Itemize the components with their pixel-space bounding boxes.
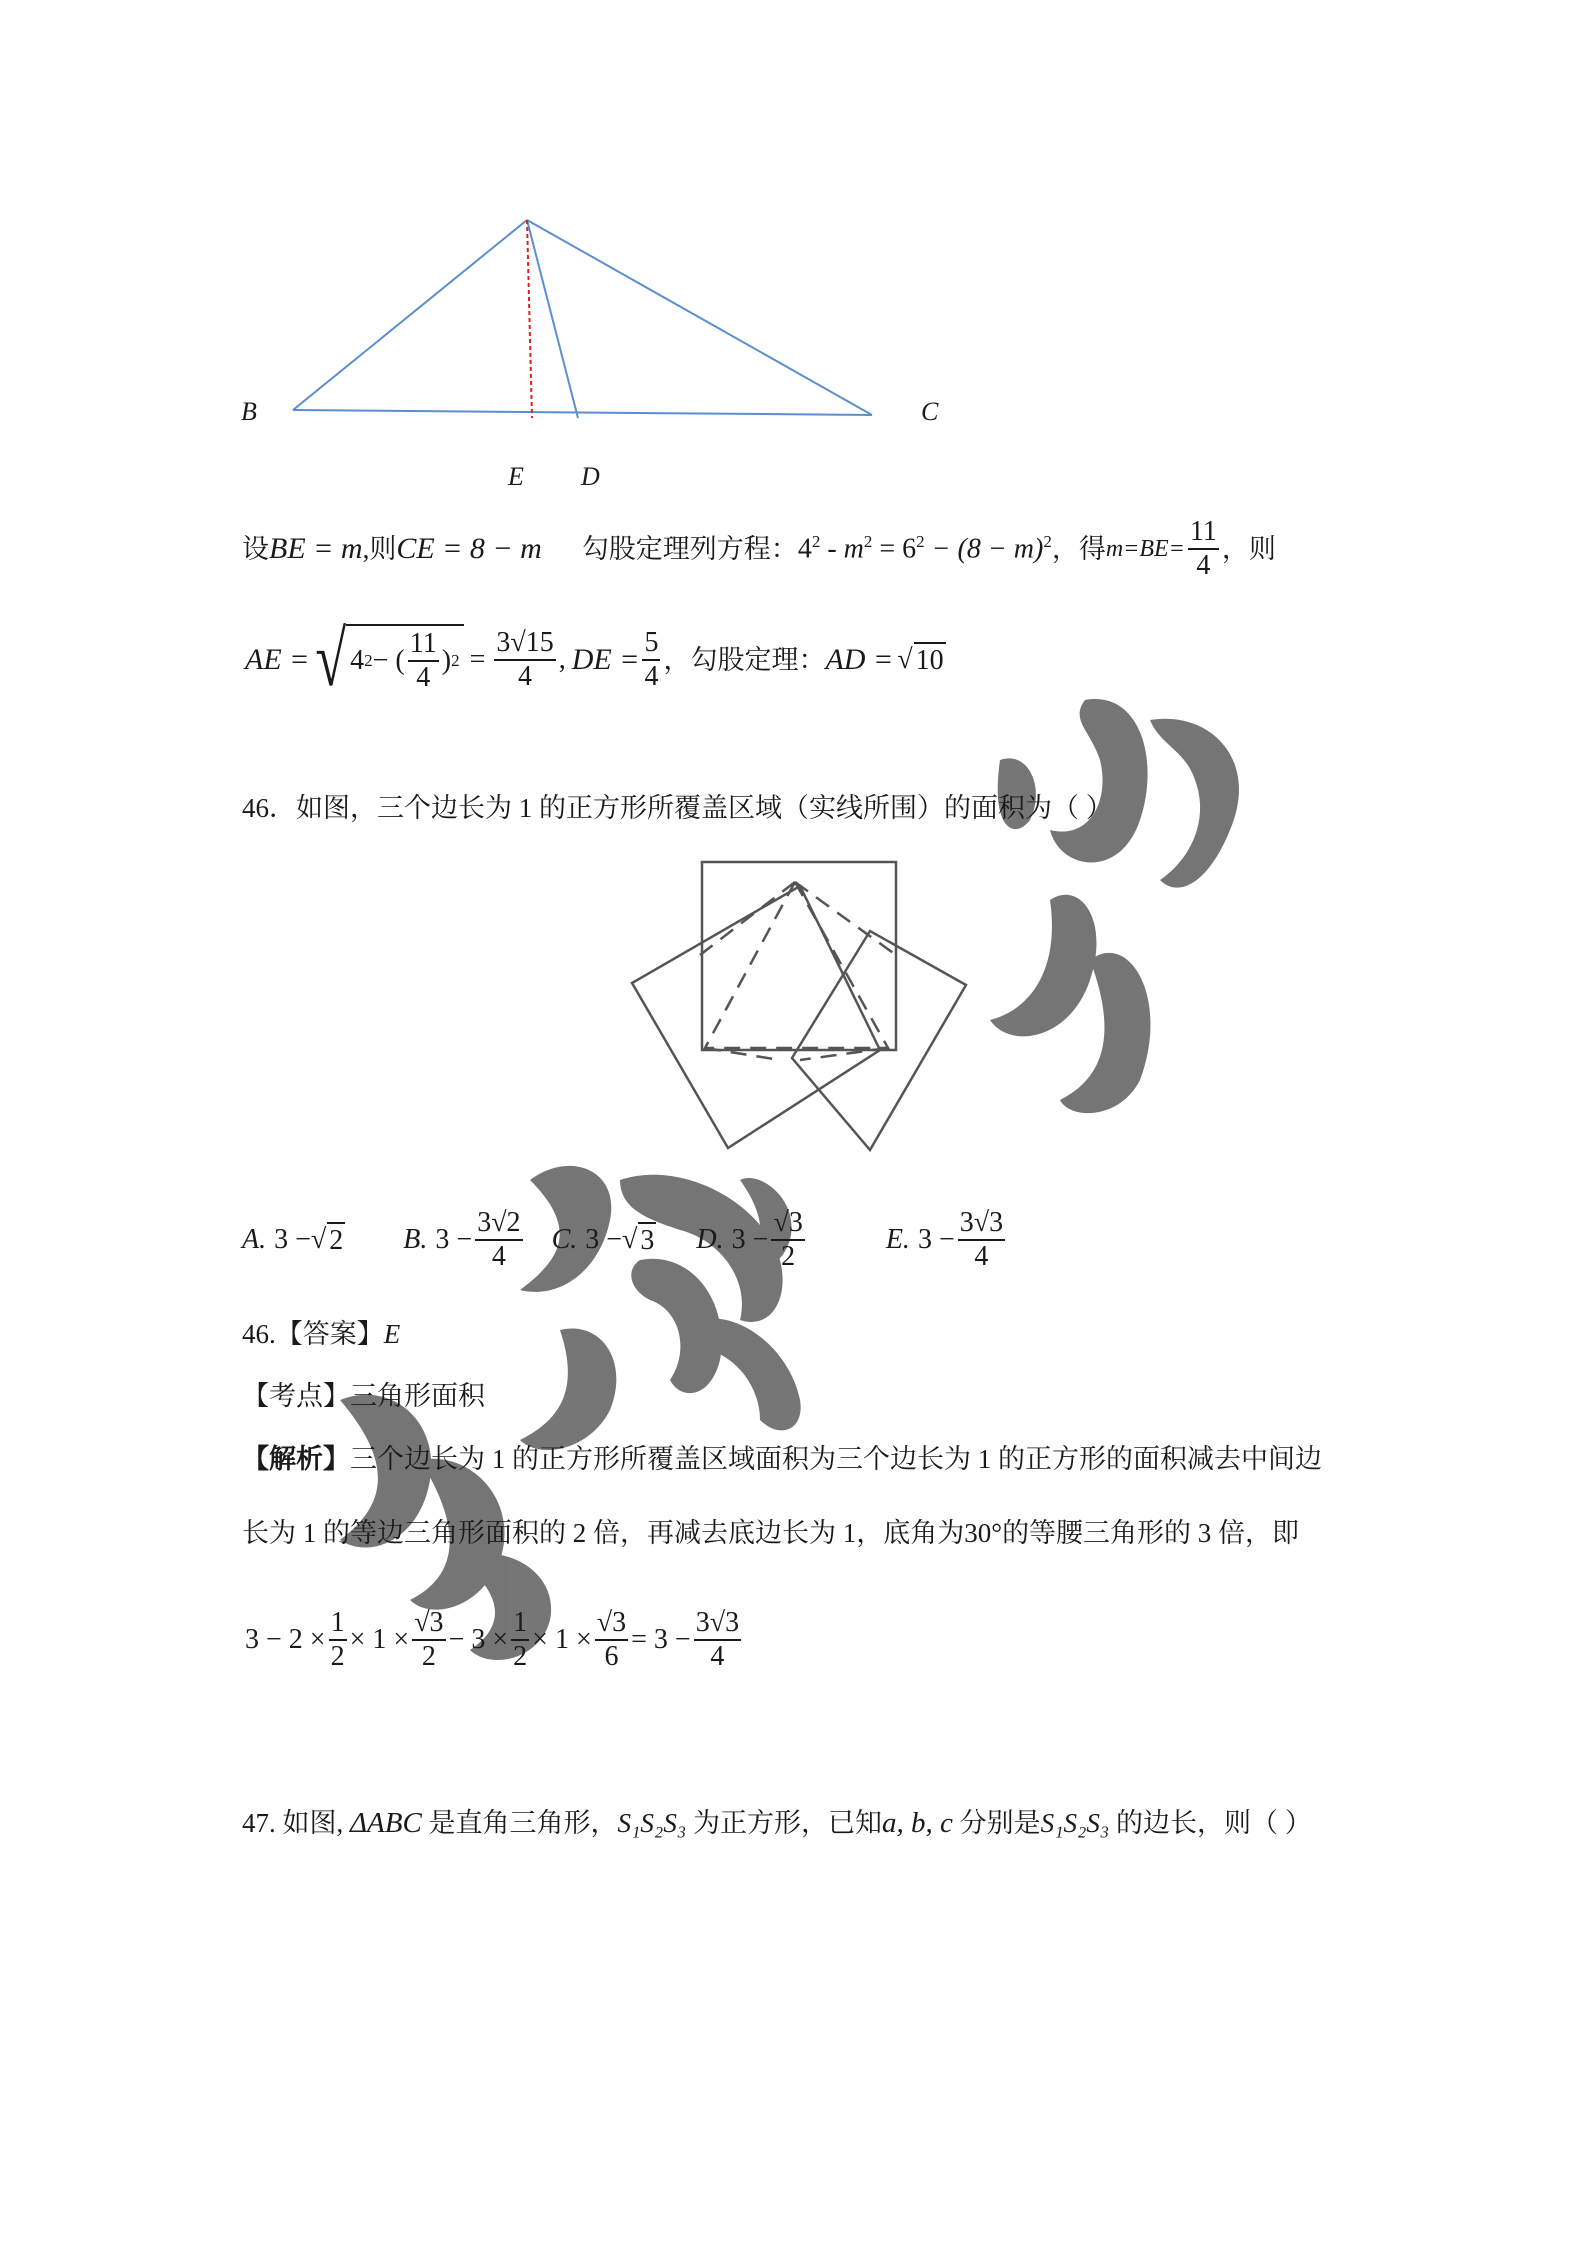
q47-t4: 的边长，则（ ） bbox=[1109, 1808, 1312, 1838]
f2-num: √3 bbox=[412, 1607, 445, 1641]
f-frac1 bbox=[329, 1607, 347, 1673]
f-p1: 3 − 2 × bbox=[245, 1624, 326, 1656]
solution-line1 bbox=[242, 514, 1276, 584]
m-be: m=BE= bbox=[1105, 535, 1185, 562]
f3-num: 1 bbox=[511, 1607, 529, 1641]
opt-b-label: B. bbox=[403, 1224, 428, 1256]
answer-prefix: 46.【答案】 bbox=[242, 1319, 384, 1349]
f-frac3 bbox=[511, 1607, 529, 1673]
f1-den: 2 bbox=[330, 1641, 345, 1672]
label-c: C bbox=[921, 397, 939, 426]
label-b: B bbox=[241, 397, 257, 426]
q47-t3: 分别是 bbox=[952, 1808, 1041, 1838]
opt-c-rad: 3 bbox=[638, 1222, 656, 1258]
jiexi-line2 bbox=[242, 1517, 1299, 1549]
f-p3: − 3 × bbox=[448, 1624, 509, 1656]
q46-options: A. 3 − √ 2 B. 3 − $\frac{3√2}{4}$ C. 3 − √ 3 D. 3 − $\frac{√3}{2}$ E. 3 − $\frac{3√3}{4}$ bbox=[242, 1206, 1004, 1272]
ae-frac-num: 11 bbox=[408, 628, 439, 662]
jiexi-label: 【解析】 bbox=[242, 1444, 350, 1474]
watermark-calligraphy bbox=[340, 699, 1239, 1660]
jiexi-angle: 30° bbox=[964, 1518, 1003, 1548]
ae-close: ) bbox=[441, 645, 452, 677]
text-then: ,则 bbox=[362, 533, 397, 564]
opt-b-frac bbox=[475, 1207, 522, 1273]
ae-frac-den: 4 bbox=[416, 662, 431, 693]
text-she: 设 bbox=[242, 533, 269, 564]
opt-d-den: 2 bbox=[781, 1241, 796, 1272]
label-e: E bbox=[508, 462, 524, 491]
opt-d-num: √3 bbox=[771, 1207, 804, 1241]
ae-result-num: 3√15 bbox=[494, 627, 555, 661]
q47-s123-a: S₁S₂S₃ bbox=[617, 1808, 687, 1838]
eq-sign: = bbox=[469, 644, 486, 676]
f-p2: × 1 × bbox=[349, 1624, 410, 1656]
ae-minus: − ( bbox=[372, 645, 405, 677]
ae-result bbox=[494, 627, 555, 693]
opt-e-frac bbox=[958, 1207, 1005, 1273]
left-square bbox=[632, 886, 880, 1148]
opt-d-label: D. bbox=[696, 1224, 724, 1256]
opt-b-text: 3 − bbox=[435, 1224, 473, 1256]
opt-d-text: 3 − bbox=[731, 1224, 769, 1256]
f5-den: 4 bbox=[710, 1641, 725, 1672]
f-frac4 bbox=[595, 1607, 628, 1673]
text-pyth: 勾股定理列方程： bbox=[581, 533, 798, 564]
opt-e-num: 3√3 bbox=[958, 1207, 1005, 1241]
q47-abc: ΔABC bbox=[350, 1807, 422, 1839]
big-radical: √ bbox=[315, 616, 347, 704]
opt-d-frac bbox=[771, 1207, 804, 1273]
sq4: 2 bbox=[1043, 532, 1052, 552]
f-frac2 bbox=[412, 1607, 445, 1673]
q47-abc-vars: a, b, c bbox=[881, 1807, 953, 1839]
answer-line bbox=[242, 1318, 400, 1350]
jiexi-formula bbox=[245, 1595, 744, 1685]
eq-8m: − (8 − m) bbox=[924, 533, 1044, 565]
frac-11-4 bbox=[1188, 516, 1219, 582]
f-p4: × 1 × bbox=[532, 1624, 592, 1656]
opt-a-text: 3 − bbox=[274, 1224, 311, 1256]
opt-e-text: 3 − bbox=[917, 1224, 955, 1256]
q46-text: 46．如图，三个边长为 1 的正方形所覆盖区域（实线所围）的面积为（ ） bbox=[242, 793, 1113, 823]
eq-6: = 6 bbox=[872, 533, 917, 565]
f4-den: 6 bbox=[604, 1641, 619, 1672]
side-bc bbox=[293, 410, 872, 415]
jiexi-line1 bbox=[242, 1443, 1322, 1475]
text-then2: ，则 bbox=[1221, 533, 1276, 564]
kaodian-text: 三角形面积 bbox=[350, 1381, 485, 1411]
f-p5: = 3 − bbox=[631, 1624, 691, 1656]
f-frac5 bbox=[694, 1607, 741, 1673]
opt-e-label: E. bbox=[885, 1224, 910, 1256]
opt-b-den: 4 bbox=[491, 1241, 506, 1272]
sq1: 2 bbox=[811, 532, 821, 552]
q47-t2: 为正方形，已知 bbox=[686, 1808, 882, 1838]
sq3: 2 bbox=[916, 532, 925, 552]
jiexi-text1: 三个边长为 1 的正方形所覆盖区域面积为三个边长为 1 的正方形的面积减去中间边 bbox=[350, 1444, 1322, 1474]
opt-b-num: 3√2 bbox=[475, 1207, 522, 1241]
side-ab bbox=[293, 220, 527, 410]
ae-label: AE = bbox=[245, 643, 310, 676]
jiexi-text2a: 长为 1 的等边三角形面积的 2 倍，再减去底边长为 1，底角为 bbox=[242, 1518, 965, 1548]
solution-line2: AE = √ 4 2 − ( $\frac{11}{4}$ ) 2 = $\frac{3√15}{4}$ , DE = $\frac{5}{4}$ ，勾股定理： AD = √ 10 bbox=[245, 616, 944, 704]
opt-e-den: 4 bbox=[974, 1241, 989, 1272]
frac-num: 11 bbox=[1188, 516, 1219, 550]
q47-prefix: 47. 如图, bbox=[242, 1808, 350, 1838]
be-eq: BE = m bbox=[269, 532, 363, 565]
f4-num: √3 bbox=[595, 1607, 628, 1641]
frac-den: 4 bbox=[1196, 550, 1211, 581]
ae-result-den: 4 bbox=[518, 661, 533, 692]
ae-sq2: 2 bbox=[451, 650, 460, 670]
f5-num: 3√3 bbox=[694, 1607, 741, 1641]
eq-4: 4 bbox=[797, 533, 812, 565]
f1-num: 1 bbox=[329, 1607, 347, 1641]
de-frac bbox=[642, 627, 660, 693]
ad-val: 10 bbox=[914, 642, 946, 678]
altitude-ae bbox=[527, 220, 532, 418]
equation bbox=[798, 532, 1052, 566]
sq2: 2 bbox=[863, 532, 873, 552]
ad-label: AD = bbox=[825, 643, 894, 676]
squares-figure bbox=[632, 862, 966, 1150]
eq-m: - m bbox=[820, 533, 864, 565]
q47-text bbox=[242, 1806, 1312, 1841]
label-d: D bbox=[581, 462, 600, 491]
text-pyth2: ，勾股定理： bbox=[663, 644, 826, 675]
side-ac bbox=[527, 220, 872, 415]
de-den: 4 bbox=[644, 661, 659, 692]
q47-s123-b: S₁S₂S₃ bbox=[1040, 1808, 1110, 1838]
opt-a-rad: 2 bbox=[327, 1222, 345, 1258]
de-num: 5 bbox=[642, 627, 660, 661]
opt-a-label: A. bbox=[242, 1224, 267, 1256]
inner-triangle-dashed bbox=[700, 882, 896, 1060]
q47-t1: 是直角三角形， bbox=[421, 1808, 618, 1838]
jiexi-text2b: 的等腰三角形的 3 倍，即 bbox=[1002, 1518, 1300, 1548]
answer-value: E bbox=[383, 1319, 401, 1349]
radicand bbox=[346, 624, 463, 696]
comma: , bbox=[558, 644, 566, 676]
ae-sq: 2 bbox=[364, 650, 373, 670]
kaodian-label: 【考点】 bbox=[242, 1381, 350, 1411]
f3-den: 2 bbox=[513, 1641, 528, 1672]
ae-frac bbox=[408, 628, 439, 694]
opt-c-text: 3 − bbox=[585, 1224, 623, 1256]
de-label: DE = bbox=[571, 643, 640, 676]
kaodian-line bbox=[242, 1380, 485, 1412]
ce-eq: CE = 8 − m bbox=[396, 532, 542, 565]
text-get: ，得 bbox=[1051, 533, 1106, 564]
median-ad bbox=[527, 220, 578, 418]
opt-c-label: C. bbox=[551, 1224, 578, 1256]
f2-den: 2 bbox=[421, 1641, 436, 1672]
ae-4: 4 bbox=[350, 645, 365, 677]
right-square bbox=[792, 931, 966, 1150]
